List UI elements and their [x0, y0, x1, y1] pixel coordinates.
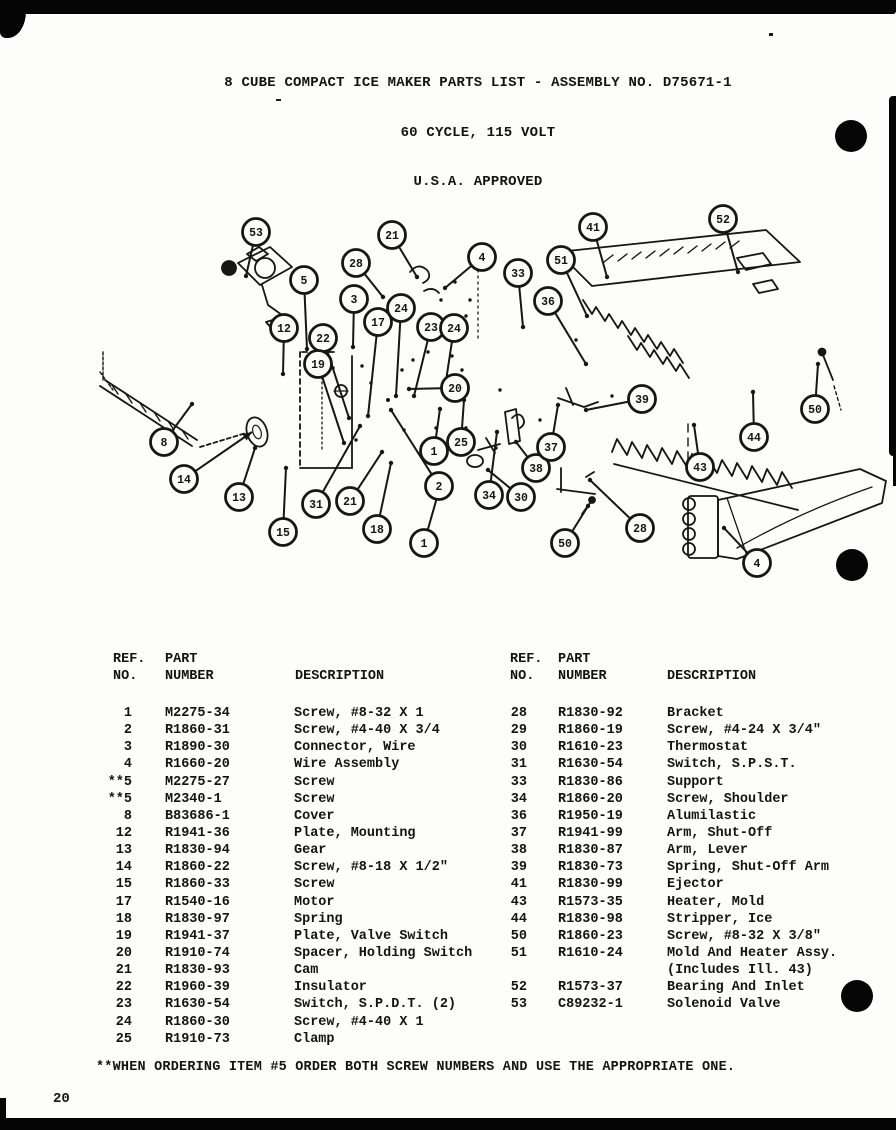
cell-part: M2340-1 [165, 791, 222, 807]
cell-part: R1950-19 [558, 808, 623, 824]
cell-part: R1630-54 [165, 997, 230, 1013]
table-row [505, 757, 896, 774]
cell-ref: 38 [510, 843, 527, 859]
cell-desc: Gear [294, 843, 327, 859]
cell-desc: Switch, S.P.S.T. [667, 757, 797, 773]
table-row [505, 980, 896, 997]
cell-ref: 20 [115, 945, 132, 961]
callout-14 [171, 466, 198, 493]
callout-21 [379, 222, 406, 249]
callout-bubbles [151, 206, 829, 577]
callout-30 [508, 484, 535, 511]
table-header [505, 651, 896, 706]
cell-part: R1610-24 [558, 945, 623, 961]
callout-15 [270, 519, 297, 546]
callout-44 [741, 424, 768, 451]
cell-part: R1941-99 [558, 825, 623, 841]
table-row [505, 706, 896, 723]
table-row [98, 723, 490, 740]
cell-desc: Screw [294, 774, 335, 790]
table-row [98, 912, 490, 929]
cell-part: R1860-19 [558, 723, 623, 739]
callout-34 [476, 482, 503, 509]
cell-desc: Thermostat [667, 740, 749, 756]
cell-ref: 41 [510, 877, 527, 893]
callout-1 [421, 438, 448, 465]
cell-part: R1860-33 [165, 877, 230, 893]
callout-21 [337, 488, 364, 515]
callout-28 [343, 250, 370, 277]
cell-ref: 4 [123, 757, 132, 773]
table-row [505, 860, 896, 877]
svg-text:21: 21 [343, 496, 357, 509]
cell-desc: Screw [294, 877, 335, 893]
callout-41 [580, 214, 607, 241]
svg-text:24: 24 [394, 303, 408, 316]
cell-part: R1860-30 [165, 1014, 230, 1030]
table-row [505, 946, 896, 963]
table-row [98, 706, 490, 723]
cell-desc: Spacer, Holding Switch [294, 945, 473, 961]
cell-desc: Screw, #8-18 X 1/2" [294, 860, 448, 876]
table-row [98, 860, 490, 877]
part-sketches [100, 230, 886, 559]
callout-39 [629, 386, 656, 413]
cell-desc: Arm, Shut-Off [667, 825, 773, 841]
header-description: DESCRIPTION [667, 669, 757, 684]
table-row [505, 997, 896, 1014]
svg-text:4: 4 [478, 252, 486, 265]
cell-ref: 52 [510, 980, 527, 996]
cell-ref: 18 [115, 911, 132, 927]
cell-ref: 21 [115, 963, 132, 979]
cell-ref: **5 [107, 774, 132, 790]
cell-ref: 39 [510, 860, 527, 876]
table-rows-right [505, 706, 896, 1015]
callout-2 [426, 473, 453, 500]
cell-ref [505, 963, 527, 980]
cell-desc: Spring, Shut-Off Arm [667, 860, 830, 876]
callout-51 [548, 247, 575, 274]
callout-36 [535, 288, 562, 315]
cell-ref: 24 [115, 1014, 132, 1030]
cell-desc: Plate, Valve Switch [294, 928, 448, 944]
cell-desc: Solenoid Valve [667, 997, 781, 1013]
cell-ref: 25 [115, 1031, 132, 1047]
parts-column-right [505, 651, 896, 1015]
cell-desc: Wire Assembly [294, 757, 400, 773]
cell-desc: Mold And Heater Assy. [667, 945, 838, 961]
svg-text:19: 19 [311, 359, 325, 372]
svg-text:4: 4 [753, 558, 761, 571]
svg-text:53: 53 [249, 227, 263, 240]
cell-part: R1860-23 [558, 928, 623, 944]
cell-part: R1630-54 [558, 757, 623, 773]
table-row [98, 757, 490, 774]
cell-ref: 30 [510, 740, 527, 756]
cell-ref: 2 [123, 723, 132, 739]
cell-part: R1610-23 [558, 740, 623, 756]
svg-text:24: 24 [447, 323, 461, 336]
table-row [98, 895, 490, 912]
svg-text:20: 20 [448, 383, 462, 396]
cell-part: R1910-73 [165, 1031, 230, 1047]
callout-5 [291, 267, 318, 294]
table-row [98, 843, 490, 860]
svg-text:22: 22 [316, 333, 330, 346]
header-number: NUMBER [165, 669, 214, 684]
cell-part: R1910-74 [165, 945, 230, 961]
cell-desc: Screw [294, 791, 335, 807]
svg-text:15: 15 [276, 527, 290, 540]
cell-part: C89232-1 [558, 997, 623, 1013]
cell-desc: (Includes Ill. 43) [667, 963, 813, 979]
cell-desc: Cover [294, 808, 335, 824]
table-row [98, 997, 490, 1014]
svg-text:37: 37 [544, 442, 558, 455]
page-number: 20 [53, 1091, 70, 1107]
cell-ref: 22 [115, 980, 132, 996]
header-no: NO. [510, 669, 535, 684]
header-ref: REF. [113, 652, 146, 667]
svg-text:33: 33 [511, 268, 525, 281]
svg-text:8: 8 [160, 437, 168, 450]
cell-ref: 50 [510, 928, 527, 944]
cell-part: R1860-22 [165, 860, 230, 876]
table-rows-left [98, 706, 490, 1049]
cell-desc: Screw, #4-24 X 3/4" [667, 723, 821, 739]
cell-ref: 43 [510, 894, 527, 910]
cell-desc: Ejector [667, 877, 724, 893]
table-row [505, 895, 896, 912]
cell-part: R1830-97 [165, 911, 230, 927]
cell-desc: Screw, #4-40 X 3/4 [294, 723, 440, 739]
svg-text:12: 12 [277, 323, 291, 336]
cell-part: R1660-20 [165, 757, 230, 773]
cell-ref: 19 [115, 928, 132, 944]
title-line-3: U.S.A. APPROVED [413, 174, 543, 190]
table-row [505, 826, 896, 843]
table-header [98, 651, 490, 706]
svg-text:50: 50 [808, 404, 822, 417]
cell-ref: 53 [510, 997, 527, 1013]
table-row [98, 1015, 490, 1032]
header-ref: REF. [510, 652, 543, 667]
svg-text:51: 51 [554, 255, 568, 268]
cell-ref: 23 [115, 997, 132, 1013]
svg-text:43: 43 [693, 462, 707, 475]
footnote: **WHEN ORDERING ITEM #5 ORDER BOTH SCREW NUMBERS AND USE THE APPROPRIATE ONE. [96, 1060, 736, 1075]
cell-part: R1860-20 [558, 791, 623, 807]
svg-text:36: 36 [541, 296, 555, 309]
cell-ref: 37 [510, 825, 527, 841]
parts-column-left [98, 651, 490, 1049]
callout-28 [627, 515, 654, 542]
table-row [98, 792, 490, 809]
table-row [505, 912, 896, 929]
cell-ref: 12 [115, 825, 132, 841]
svg-text:3: 3 [350, 294, 358, 307]
header-part: PART [558, 652, 591, 667]
callout-4 [744, 550, 771, 577]
title-line-2: 60 CYCLE, 115 VOLT [400, 124, 556, 141]
cell-desc: Alumilastic [667, 808, 757, 824]
svg-text:23: 23 [424, 322, 438, 335]
cell-desc: Connector, Wire [294, 740, 416, 756]
svg-text:1: 1 [420, 538, 428, 551]
table-row [505, 775, 896, 792]
cell-part: R1830-93 [165, 963, 230, 979]
cell-desc: Switch, S.P.D.T. (2) [294, 997, 457, 1013]
cell-part: R1830-94 [165, 843, 230, 859]
cell-part: R1830-92 [558, 706, 623, 721]
table-row [98, 946, 490, 963]
cell-part: R1860-31 [165, 723, 230, 739]
svg-text:18: 18 [370, 524, 384, 537]
table-row [98, 877, 490, 894]
callout-24 [441, 315, 468, 342]
table-row [98, 1032, 490, 1049]
cell-ref: 44 [510, 911, 527, 927]
cell-desc: Screw, Shoulder [667, 791, 789, 807]
svg-text:34: 34 [482, 490, 496, 503]
header-no: NO. [113, 669, 138, 684]
cell-part: R1941-36 [165, 825, 230, 841]
callout-50 [802, 396, 829, 423]
cell-ref: 17 [115, 894, 132, 910]
callout-50 [552, 530, 579, 557]
cell-part: R1960-39 [165, 980, 230, 996]
cell-desc: Cam [294, 963, 319, 979]
svg-text:50: 50 [558, 538, 572, 551]
cell-desc: Spring [294, 911, 343, 927]
cell-ref: 8 [123, 808, 132, 824]
cell-desc: Bracket [667, 706, 724, 721]
table-row [505, 792, 896, 809]
svg-text:21: 21 [385, 230, 399, 243]
cell-ref: 1 [123, 706, 132, 721]
cell-desc: Clamp [294, 1031, 335, 1047]
cell-desc: Arm, Lever [667, 843, 749, 859]
callout-4 [469, 244, 496, 271]
cell-part: R1830-98 [558, 911, 623, 927]
svg-text:17: 17 [371, 317, 385, 330]
svg-text:41: 41 [586, 222, 600, 235]
table-row [505, 963, 896, 980]
svg-text:28: 28 [349, 258, 363, 271]
cell-ref: 29 [510, 723, 527, 739]
callout-33 [505, 260, 532, 287]
cell-part: M2275-27 [165, 774, 230, 790]
callout-20 [442, 375, 469, 402]
callout-3 [341, 286, 368, 313]
cell-ref: 13 [115, 843, 132, 859]
table-row [505, 877, 896, 894]
callout-18 [364, 516, 391, 543]
svg-text:38: 38 [529, 463, 543, 476]
cell-desc: Stripper, Ice [667, 911, 773, 927]
svg-text:31: 31 [309, 499, 323, 512]
cell-ref: 3 [123, 740, 132, 756]
cell-part: R1573-35 [558, 894, 623, 910]
callout-53 [243, 219, 270, 246]
callout-1 [411, 530, 438, 557]
cell-ref: 15 [115, 877, 132, 893]
table-row [98, 963, 490, 980]
cell-part: R1830-99 [558, 877, 623, 893]
wire-assembly-plug-sketch [683, 469, 886, 559]
callout-31 [303, 491, 330, 518]
cell-part [527, 963, 667, 980]
cell-ref: 34 [510, 791, 527, 807]
callout-43 [687, 454, 714, 481]
cell-desc: Insulator [294, 980, 367, 996]
table-row [505, 809, 896, 826]
svg-text:2: 2 [435, 481, 443, 494]
table-row [505, 929, 896, 946]
cell-ref: 31 [510, 757, 527, 773]
callout-37 [538, 434, 565, 461]
table-row [505, 843, 896, 860]
svg-text:44: 44 [747, 432, 761, 445]
cell-ref: 14 [115, 860, 132, 876]
cell-part: R1890-30 [165, 740, 230, 756]
callout-8 [151, 429, 178, 456]
callout-22 [310, 325, 337, 352]
table-row [505, 723, 896, 740]
cell-ref: 28 [510, 706, 527, 721]
svg-text:14: 14 [177, 474, 191, 487]
cell-ref: 51 [510, 945, 527, 961]
gear-sketch [243, 415, 271, 450]
cell-desc: Bearing And Inlet [667, 980, 805, 996]
cell-part: R1830-86 [558, 774, 623, 790]
table-row [98, 980, 490, 997]
cell-ref: 36 [510, 808, 527, 824]
header-number: NUMBER [558, 669, 607, 684]
callout-19 [305, 351, 332, 378]
callout-24 [388, 295, 415, 322]
cell-ref: **5 [107, 791, 132, 807]
cell-desc: Heater, Mold [667, 894, 765, 910]
cell-desc: Motor [294, 894, 335, 910]
cell-desc: Screw, #8-32 X 1 [294, 706, 424, 721]
svg-text:39: 39 [635, 394, 649, 407]
svg-text:52: 52 [716, 214, 730, 227]
table-row [98, 929, 490, 946]
table-row [98, 809, 490, 826]
callout-13 [226, 484, 253, 511]
cell-part: M2275-34 [165, 706, 230, 721]
cell-desc: Plate, Mounting [294, 825, 416, 841]
table-row [98, 740, 490, 757]
cell-part: R1573-37 [558, 980, 623, 996]
cell-part: R1540-16 [165, 894, 230, 910]
header-part: PART [165, 652, 198, 667]
svg-text:13: 13 [232, 492, 246, 505]
callout-12 [271, 315, 298, 342]
cell-desc: Support [667, 774, 724, 790]
cell-part: R1941-37 [165, 928, 230, 944]
title-line-1: 8 CUBE COMPACT ICE MAKER PARTS LIST - ASSEMBLY NO. D75671-1 [224, 75, 732, 91]
svg-text:1: 1 [430, 446, 438, 459]
table-row [505, 740, 896, 757]
svg-text:30: 30 [514, 492, 528, 505]
cell-part: R1830-73 [558, 860, 623, 876]
header-description: DESCRIPTION [295, 669, 385, 684]
svg-text:5: 5 [300, 275, 308, 288]
callout-52 [710, 206, 737, 233]
cell-ref: 33 [510, 774, 527, 790]
cell-part: R1830-87 [558, 843, 623, 859]
cell-part: B83686-1 [165, 808, 230, 824]
cell-desc: Screw, #4-40 X 1 [294, 1014, 424, 1030]
svg-text:28: 28 [633, 523, 647, 536]
callout-25 [448, 429, 475, 456]
table-row [98, 775, 490, 792]
svg-text:25: 25 [454, 437, 468, 450]
cell-desc: Screw, #8-32 X 3/8" [667, 928, 821, 944]
table-row [98, 826, 490, 843]
